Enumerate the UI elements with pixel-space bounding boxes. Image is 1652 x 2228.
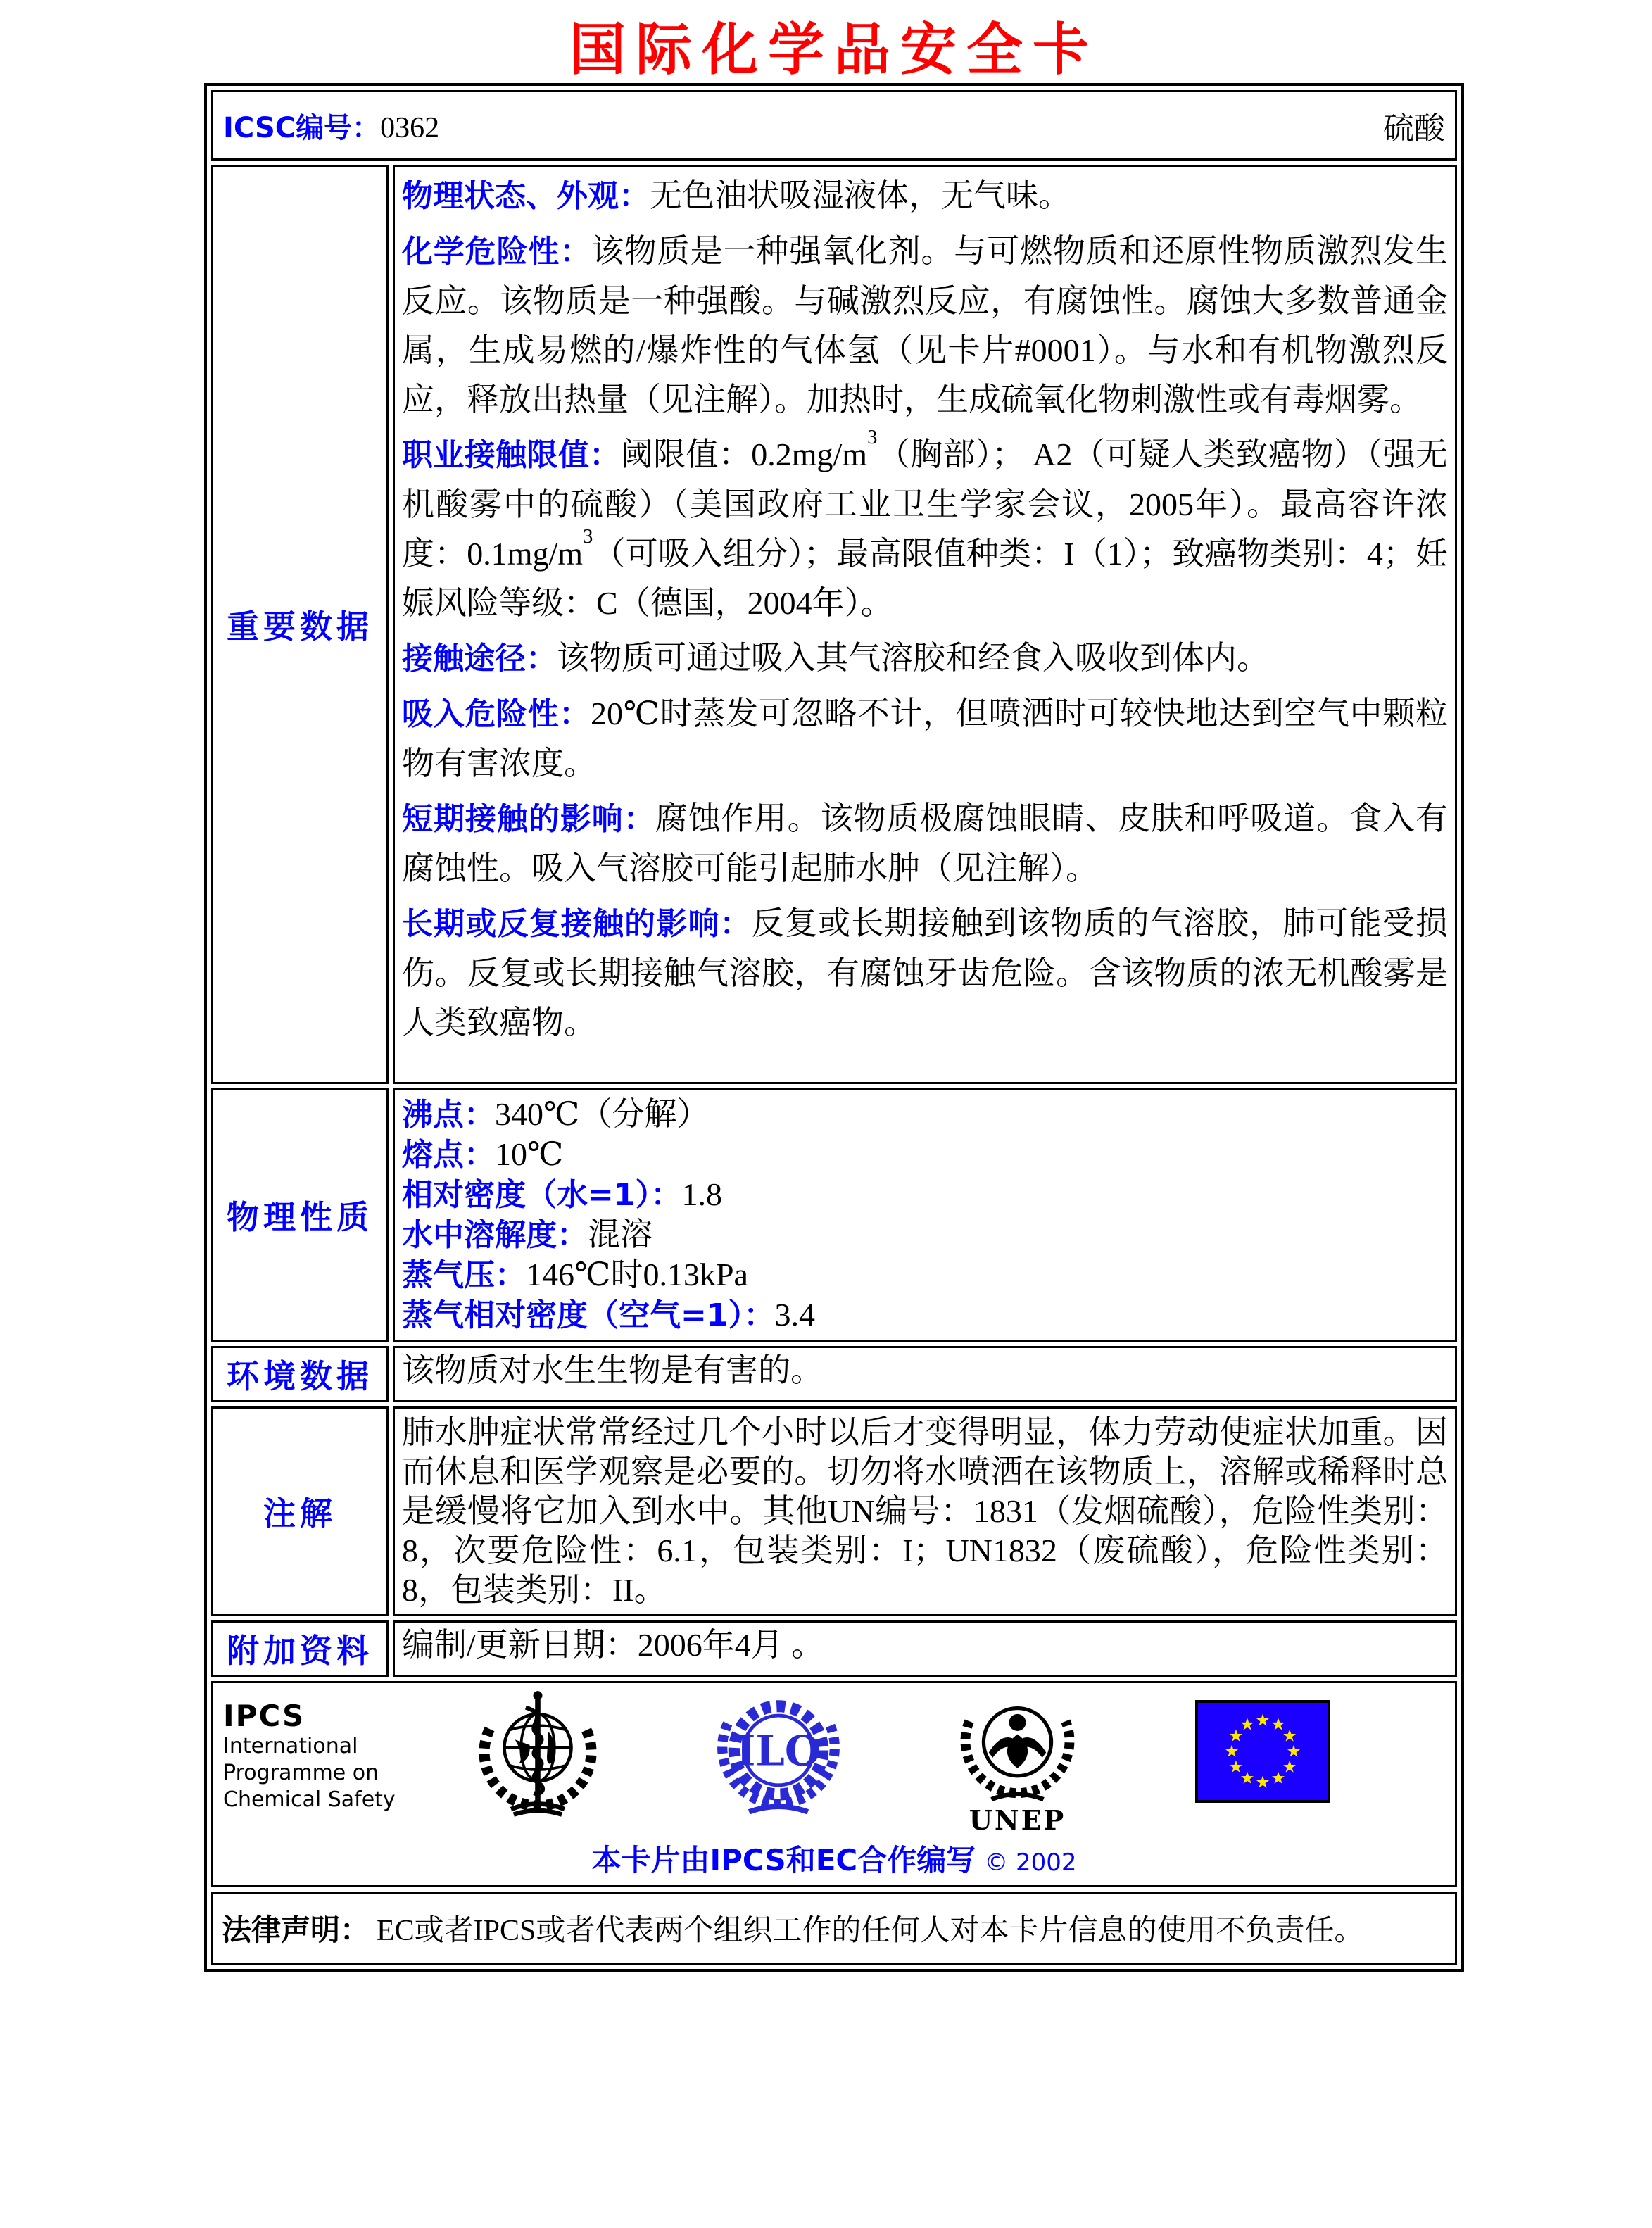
field-label: 化学危险性： (402, 234, 592, 270)
legal-row (211, 1892, 1457, 1965)
paragraph (402, 1215, 1448, 1255)
icsc-number-group (223, 106, 439, 146)
paragraph (402, 1175, 1448, 1215)
section-row-environmental-data (211, 1346, 1457, 1402)
section-content-environmental-data (393, 1346, 1457, 1402)
field-label: 物理状态、外观： (402, 178, 650, 214)
field-value: 340℃（分解） (495, 1096, 710, 1132)
field-label: 职业接触限值： (402, 437, 621, 473)
section-row-physical-properties (211, 1088, 1457, 1342)
section-row-notes (211, 1406, 1457, 1616)
paragraph (402, 227, 1448, 424)
paragraph (402, 1413, 1448, 1610)
logos-row (211, 1681, 1457, 1887)
section-content-notes (393, 1406, 1457, 1616)
unep-wordmark: UNEP (969, 1804, 1066, 1836)
unep-logo-icon (952, 1685, 1083, 1811)
ilo-logo-icon (712, 1689, 845, 1824)
paragraph (402, 1626, 1448, 1664)
section-label-environmental-data: 环境数据 (211, 1346, 389, 1402)
field-value: 阈限值：$0.2mg/m^3$（胸部）； A2（可疑人类致癌物）（强无机酸雾中的硫酸）（美国政府工业卫生学家会议，2005年）。最高容许浓度：$0.1mg/m^3$（可吸入组分）；最高限值种类：I（1）；致癌物类别：4；妊娠风险等级：C（德国，2004年）。 (402, 427, 1449, 621)
paragraph (402, 1135, 1448, 1175)
field-label: 长期或反复接触的影响： (402, 906, 752, 942)
paragraph (402, 634, 1448, 684)
field-value: 腐蚀作用。该物质极腐蚀眼睛、皮肤和呼吸道。食入有腐蚀性。吸入气溶胶可能引起肺水肿（见注解）。 (402, 800, 1449, 886)
ipcs-block (223, 1699, 431, 1813)
section-label-important-data: 重要数据 (211, 165, 389, 1084)
legal-cell (211, 1892, 1457, 1965)
safety-card (204, 83, 1464, 1972)
field-label: 相对密度（水=1）： (402, 1177, 682, 1213)
field-value: 混溶 (588, 1216, 652, 1252)
paragraph (402, 1095, 1448, 1135)
eu-flag-icon (1195, 1700, 1330, 1803)
card-header (211, 90, 1457, 161)
field-label: 短期接触的影响： (402, 801, 655, 837)
field-value: 该物质可通过吸入其气溶胶和经食入吸收到体内。 (557, 640, 1269, 676)
field-value: 10℃ (495, 1136, 564, 1172)
paragraph (402, 1295, 1448, 1335)
section-label-notes: 注解 (211, 1406, 389, 1616)
field-label: 蒸气相对密度（空气=1）： (402, 1297, 775, 1333)
icsc-label: ICSC编号： (223, 111, 381, 144)
field-label: 蒸气压： (402, 1257, 526, 1293)
logo-strip (213, 1683, 1455, 1836)
section-label-physical-properties: 物理性质 (211, 1088, 389, 1342)
field-value: 146℃时0.13kPa (526, 1257, 748, 1292)
field-value: 3.4 (774, 1297, 815, 1333)
paragraph (402, 427, 1449, 628)
field-label: 沸点： (402, 1097, 495, 1133)
field-value: 1.8 (681, 1176, 722, 1212)
paragraph (402, 689, 1448, 788)
field-value: 该物质是一种强氧化剂。与可燃物质和还原性物质激烈发生反应。该物质是一种强酸。与碱激烈反应，有腐蚀性。腐蚀大多数普通金属，生成易燃的/爆炸性的气体氢（见卡片#0001）。与水和有机物激烈反应，释放出热量（见注解）。加热时，生成硫氧化物刺激性或有毒烟雾。 (402, 233, 1449, 417)
chemical-name: 硫酸 (1383, 111, 1445, 146)
field-label: 熔点： (402, 1137, 495, 1173)
who-logo-icon (471, 1686, 605, 1827)
section-label-additional-information: 附加资料 (211, 1620, 389, 1677)
section-content-important-data (393, 165, 1457, 1084)
field-label: 接触途径： (402, 641, 557, 676)
section-content-additional-information (393, 1620, 1457, 1677)
logos-cell (211, 1681, 1457, 1887)
legal-text: EC或者IPCS或者代表两个组织工作的任何人对本卡片信息的使用不负责任。 (377, 1915, 1364, 1947)
ipcs-subtitle-line-2: Programme on (223, 1761, 379, 1785)
icsc-number: 0362 (380, 111, 440, 144)
page-title: 国际化学品安全卡 (569, 16, 1099, 82)
section-row-additional-information (211, 1620, 1457, 1677)
field-label: 水中溶解度： (402, 1217, 588, 1253)
header-row (211, 90, 1457, 161)
field-value: 无色油状吸湿液体，无气味。 (650, 177, 1071, 213)
ipcs-subtitle-line-1: International (223, 1734, 358, 1758)
section-content-physical-properties (393, 1088, 1457, 1342)
ilo-wordmark: ILO (736, 1726, 821, 1775)
copyright: © 2002 (984, 1849, 1077, 1877)
field-value: 编制/更新日期：2006年4月 。 (402, 1627, 824, 1663)
credit-line (213, 1837, 1455, 1880)
paragraph (402, 171, 1448, 221)
legal-label: 法律声明： (222, 1913, 370, 1947)
paragraph (402, 1255, 1448, 1295)
unep-block (952, 1685, 1083, 1836)
card-credit: 本卡片由IPCS和EC合作编写 (591, 1843, 976, 1877)
field-value: 20℃时蒸发可忽略不计，但喷洒时可较快地达到空气中颗粒物有害浓度。 (402, 696, 1448, 781)
field-label: 吸入危险性： (402, 696, 591, 732)
field-value: 肺水肿症状常常经过几个小时以后才变得明显，体力劳动使症状加重。因而休息和医学观察是必要的。切勿将水喷洒在该物质上，溶解或稀释时总是缓慢将它加入到水中。其他UN编号：1831（发烟硫酸），危险性类别：8，次要危险性：6.1，包装类别：I；UN1832（废硫酸），危险性类别：8，包装类别：II。 (402, 1414, 1448, 1608)
section-row-important-data (211, 165, 1457, 1084)
field-value: 反复或长期接触到该物质的气溶胶，肺可能受损伤。反复或长期接触气溶胶，有腐蚀牙齿危险。含该物质的浓无机酸雾是人类致癌物。 (402, 905, 1449, 1040)
ipcs-acronym: IPCS (223, 1699, 305, 1733)
paragraph (402, 794, 1448, 893)
field-value: 该物质对水生生物是有害的。 (402, 1352, 823, 1388)
ipcs-subtitle-line-3: Chemical Safety (223, 1787, 396, 1812)
paragraph (402, 1352, 1448, 1390)
paragraph (402, 899, 1448, 1047)
